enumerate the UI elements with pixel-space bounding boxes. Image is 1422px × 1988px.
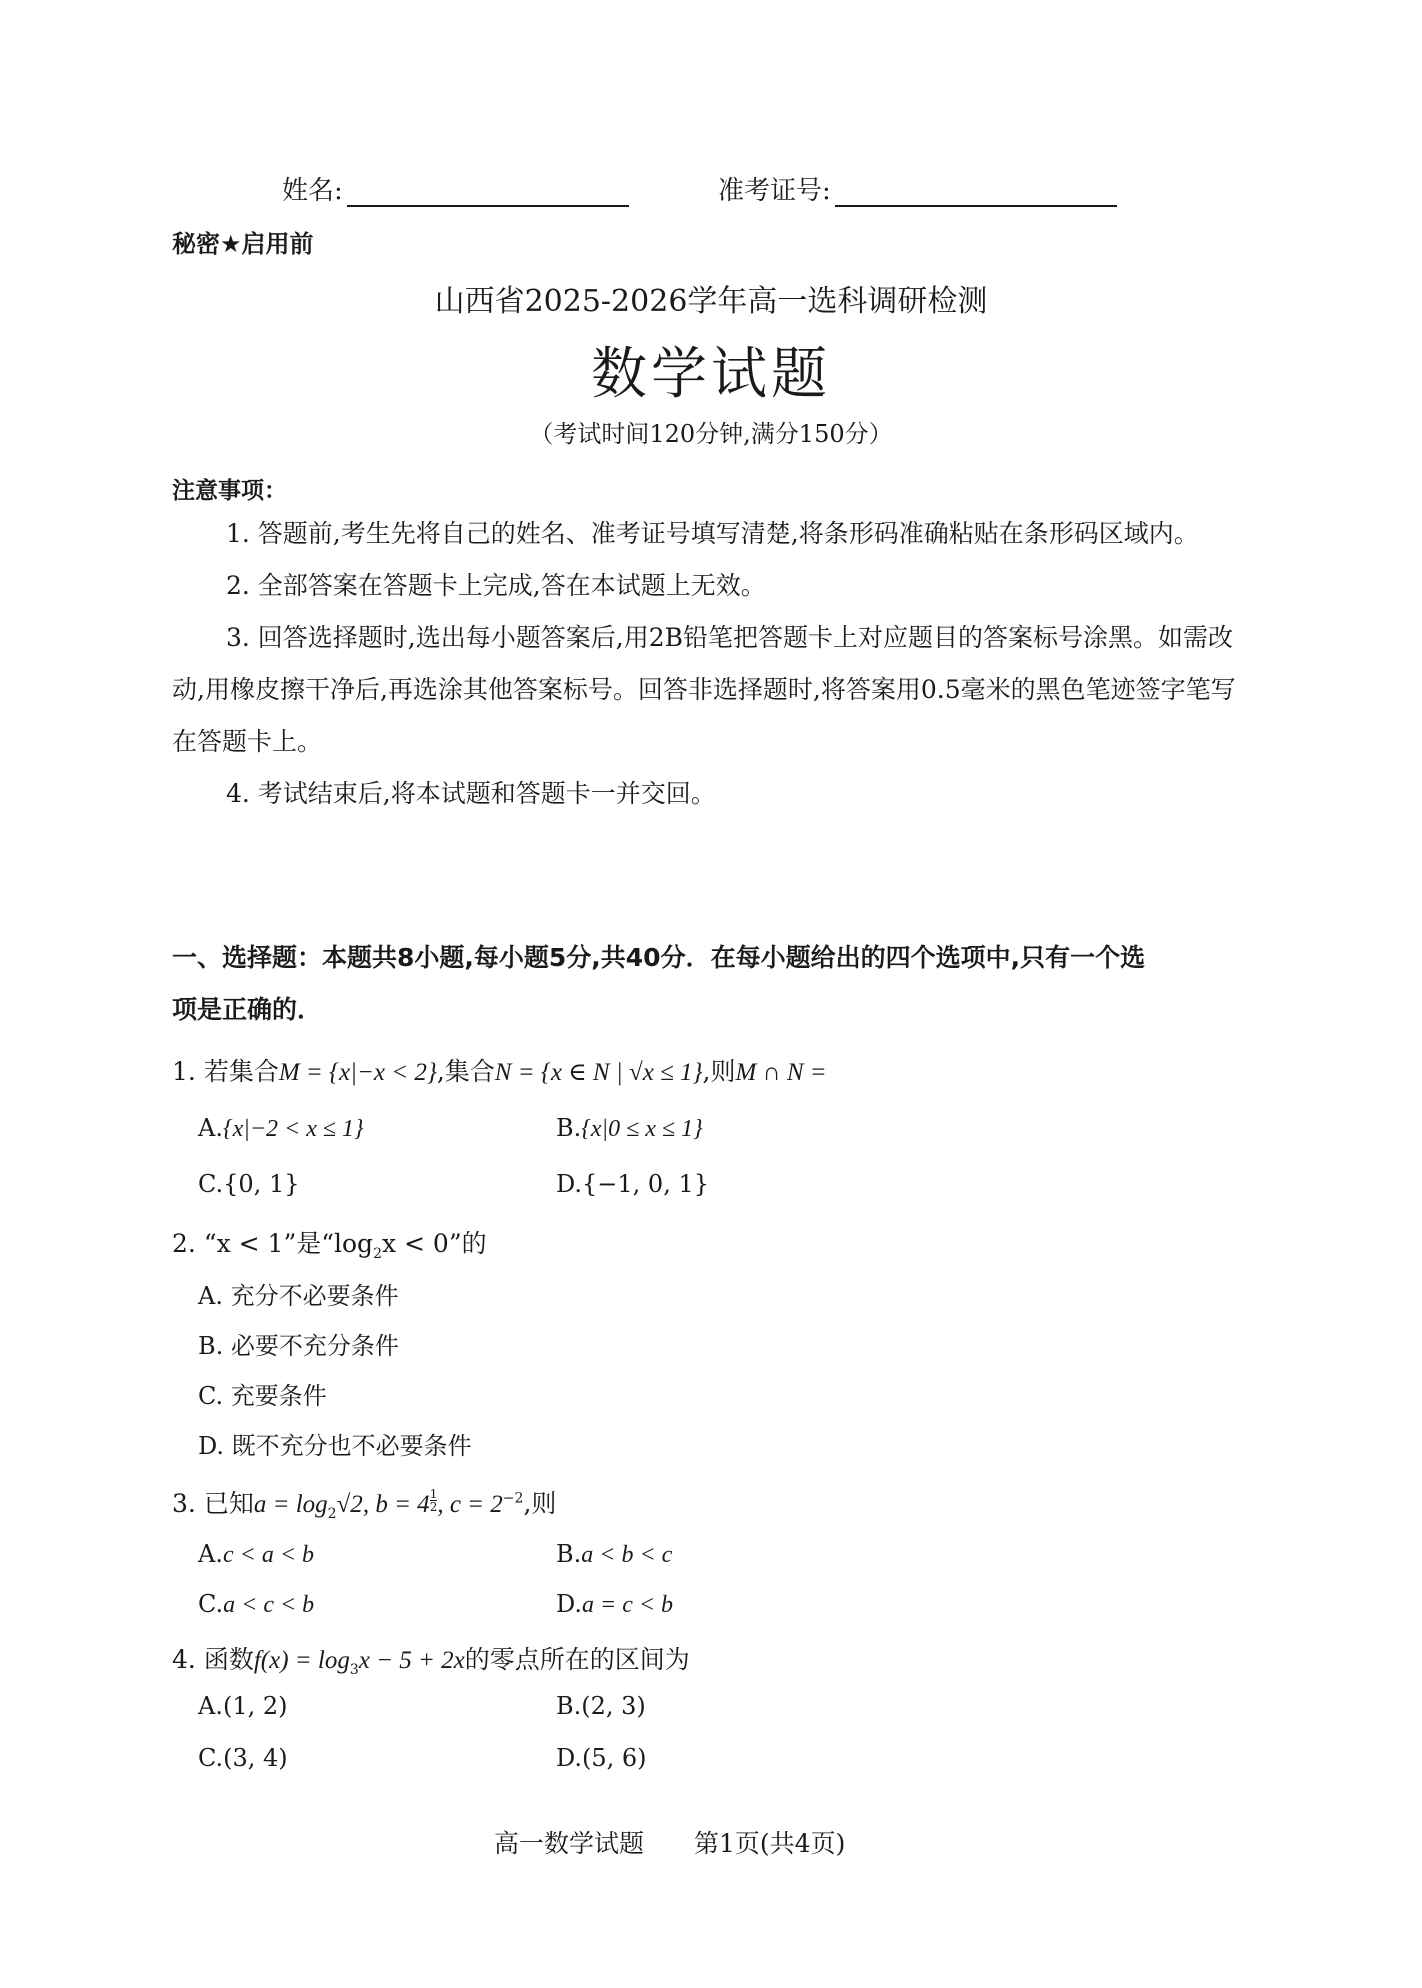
stem-text: 若集合 (203, 1057, 279, 1086)
stem-math: √2 (336, 1491, 363, 1518)
stem-subscript: 2 (327, 1506, 337, 1522)
name-field (282, 170, 629, 207)
option-text: a < b < c (581, 1542, 673, 1568)
stem-math: f(x) = log (253, 1647, 350, 1674)
option-text: (2, 3) (581, 1692, 646, 1720)
footer-page-number: 第1页(共4页) (694, 1829, 846, 1858)
option-text: c < a < b (222, 1542, 315, 1568)
notes-list (172, 508, 1240, 820)
question-2-option-a (198, 1276, 399, 1311)
option-label: C. (198, 1382, 224, 1410)
exam-title: 数学试题 (591, 342, 831, 407)
stem-math: M ∩ N = (735, 1059, 827, 1086)
option-label: B. (198, 1332, 224, 1360)
footer-subject: 高一数学试题 (494, 1829, 645, 1858)
question-1-stem (172, 1052, 827, 1088)
stem-text: 已知 (203, 1489, 254, 1518)
option-text: {x|−2 < x ≤ 1} (222, 1116, 364, 1142)
stem-text: 的零点所在的区间为 (464, 1645, 690, 1674)
stem-subscript: 2 (373, 1246, 382, 1262)
stem-text: 函数 (203, 1645, 254, 1674)
question-1-option-b (556, 1114, 703, 1143)
stem-math: , b = 4 (362, 1491, 430, 1518)
question-number: 1. (172, 1057, 196, 1086)
option-label: B. (556, 1692, 582, 1720)
note-item: 3. 回答选择题时,选出每小题答案后,用2B铅笔把答题卡上对应题目的答案标号涂黑。如需改动,用橡皮擦干净后,再选涂其他答案标号。回答非选择题时,将答案用0.5毫米的黑色笔迹签字笔写在答题卡上。 (172, 623, 1236, 756)
name-label: 姓名: (282, 176, 343, 206)
option-text: 必要不充分条件 (230, 1332, 399, 1360)
option-label: B. (556, 1540, 582, 1568)
footer (494, 1824, 845, 1860)
option-text: {x|0 ≤ x ≤ 1} (581, 1116, 703, 1142)
option-text: 充分不必要条件 (230, 1282, 399, 1310)
question-4-option-b (556, 1692, 646, 1720)
option-text: a = c < b (582, 1592, 674, 1618)
option-label: B. (556, 1114, 582, 1142)
ticket-field (718, 170, 1117, 207)
question-1-option-d (556, 1170, 709, 1198)
fraction-numerator: 1 (429, 1487, 438, 1501)
stem-math: a = log (253, 1491, 328, 1518)
option-text: (3, 4) (223, 1744, 288, 1772)
question-4-option-c (198, 1744, 288, 1772)
stem-superscript: −2 (502, 1490, 524, 1507)
note-item: 2. 全部答案在答题卡上完成,答在本试题上无效。 (226, 571, 766, 600)
question-2-option-d (198, 1426, 472, 1461)
option-label: A. (198, 1114, 223, 1142)
stem-math: x − 5 + 2x (358, 1647, 465, 1674)
option-label: A. (198, 1692, 223, 1720)
option-text: 充要条件 (230, 1382, 327, 1410)
option-label: A. (198, 1282, 223, 1310)
stem-text: ,集合 (436, 1057, 495, 1086)
option-label: A. (198, 1540, 223, 1568)
exam-subtitle: 山西省2025-2026学年高一选科调研检测 (434, 284, 988, 319)
stem-math: , c = 2 (437, 1491, 503, 1518)
ticket-blank-line (835, 179, 1117, 207)
question-3-option-c (198, 1590, 314, 1619)
stem-math: N = {x ∈ N | √x ≤ 1} (494, 1059, 703, 1086)
question-2-option-c (198, 1376, 327, 1411)
question-2-option-b (198, 1326, 399, 1361)
note-item: 1. 答题前,考生先将自己的姓名、准考证号填写清楚,将条形码准确粘贴在条形码区域内。 (226, 519, 1199, 548)
exam-info: （考试时间120分钟,满分150分） (529, 420, 893, 448)
question-4-option-d (556, 1744, 647, 1772)
option-text: 既不充分也不必要条件 (231, 1432, 472, 1460)
option-label: D. (198, 1432, 225, 1460)
secret-label: 秘密★启用前 (172, 230, 314, 258)
stem-text: ,则 (523, 1489, 557, 1518)
question-4-stem (172, 1640, 690, 1678)
option-label: D. (556, 1744, 583, 1772)
option-label: C. (198, 1590, 224, 1618)
option-text: a < c < b (223, 1592, 315, 1618)
stem-text: “x < 1”是“log (203, 1229, 374, 1258)
fraction-denominator: 2 (429, 1500, 438, 1514)
note-item: 4. 考试结束后,将本试题和答题卡一并交回。 (226, 779, 716, 808)
option-text: (1, 2) (222, 1692, 288, 1720)
section-line-1: 一、选择题：本题共8小题,每小题5分,共40分．在每小题给出的四个选项中,只有一个选 (172, 943, 1146, 972)
stem-text: x < 0”的 (381, 1229, 487, 1258)
option-label: C. (198, 1744, 224, 1772)
section-line-2: 项是正确的． (172, 995, 323, 1024)
question-3-option-b (556, 1540, 672, 1569)
option-text: (5, 6) (582, 1744, 647, 1772)
notes-heading: 注意事项： (172, 478, 287, 504)
stem-math: M = {x|−x < 2} (278, 1059, 437, 1086)
question-1-option-c (198, 1170, 299, 1198)
question-number: 4. (172, 1645, 196, 1674)
question-3-option-a (198, 1540, 314, 1569)
question-4-option-a (198, 1692, 288, 1720)
option-label: D. (556, 1170, 583, 1198)
question-number: 2. (172, 1229, 196, 1258)
question-number: 3. (172, 1489, 196, 1518)
stem-text: ,则 (702, 1057, 736, 1086)
stem-subscript: 3 (349, 1662, 359, 1678)
option-text: {0, 1} (223, 1170, 300, 1198)
name-blank-line (347, 179, 629, 207)
option-text: {−1, 0, 1} (582, 1170, 709, 1198)
ticket-label: 准考证号: (718, 176, 831, 206)
question-1-option-a (198, 1114, 364, 1143)
option-label: C. (198, 1170, 224, 1198)
question-3-stem (172, 1484, 556, 1522)
section-heading (172, 932, 1240, 1036)
question-2-stem (172, 1224, 487, 1262)
option-label: D. (556, 1590, 583, 1618)
question-3-option-d (556, 1590, 673, 1619)
